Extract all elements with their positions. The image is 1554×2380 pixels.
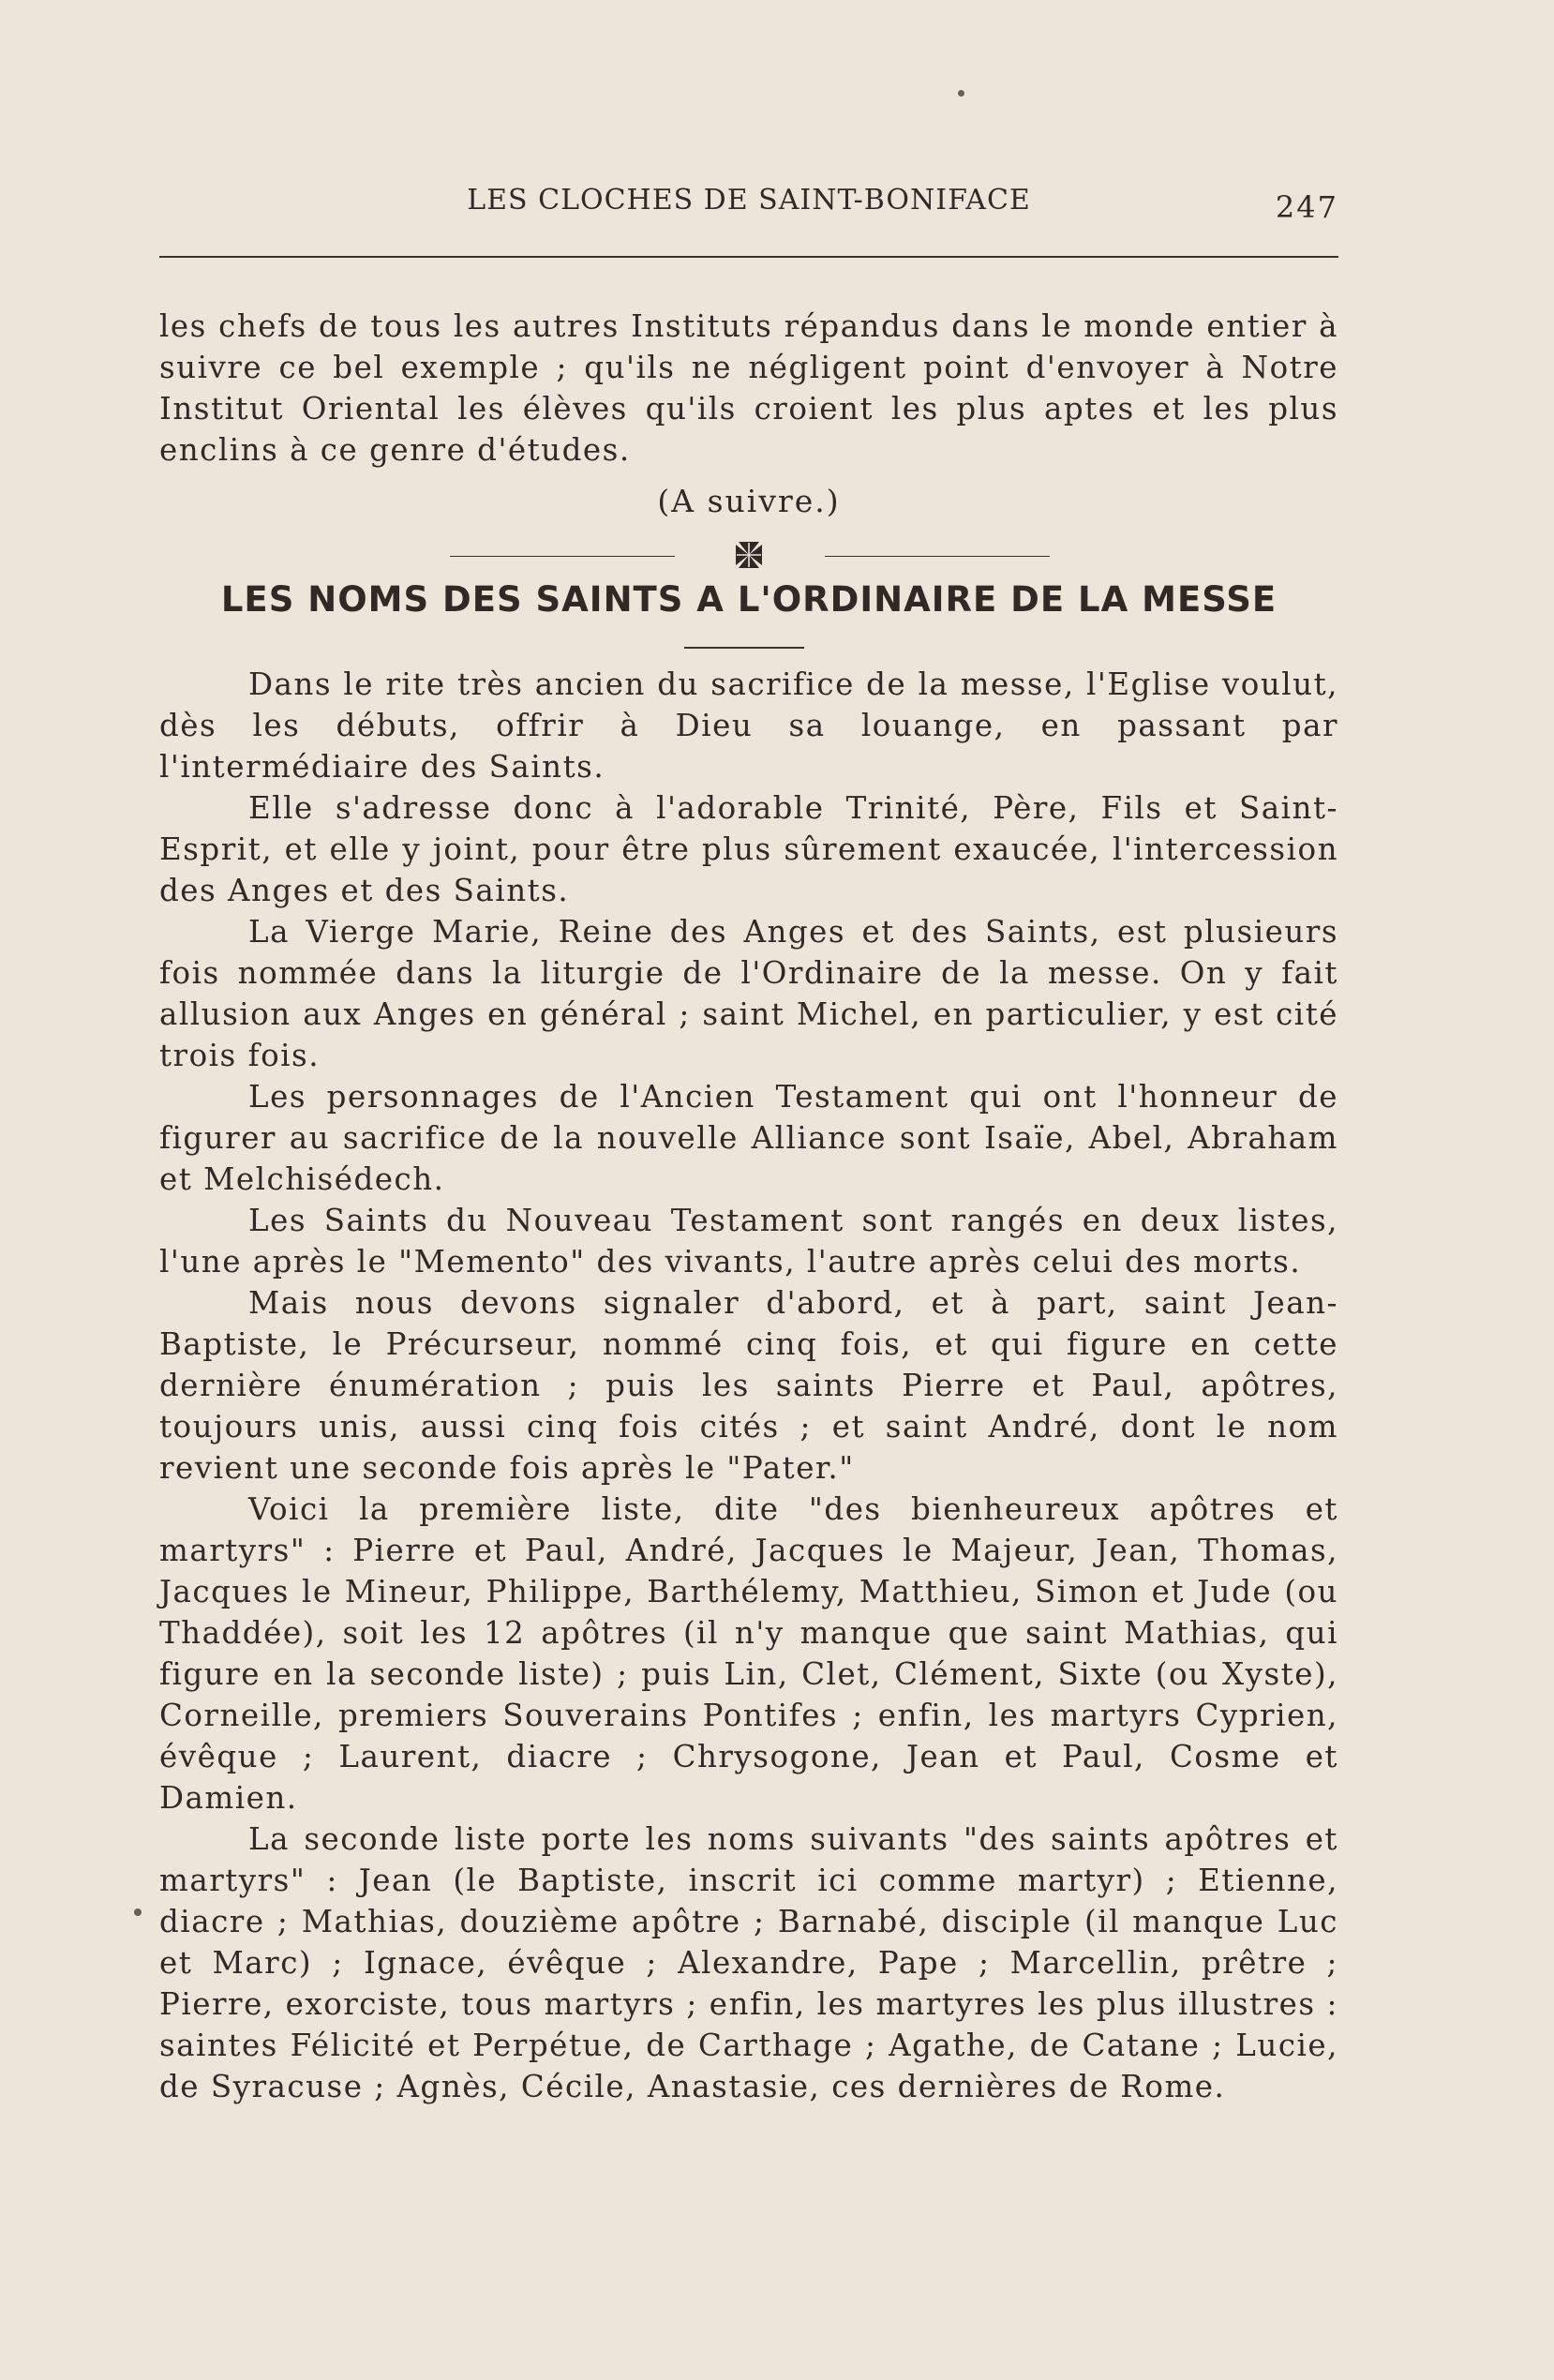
article-paragraph: Les Saints du Nouveau Testament sont rangés en deux listes, l'une après le "Memento" des vivants, l'autre après celui des morts. xyxy=(159,1203,1338,1280)
article-paragraph: Dans le rite très ancien du sacrifice de la messe, l'Eglise voulut, dès les débuts, offrir à Dieu sa louange, en passant par l'intermédiaire des Saints. xyxy=(159,666,1338,785)
to-be-continued-note: (A suivre.) xyxy=(657,483,841,519)
heading-underline xyxy=(684,647,804,649)
article-heading: LES NOMS DES SAINTS A L'ORDINAIRE DE LA MESSE xyxy=(220,579,1278,620)
article-paragraph: Voici la première liste, dite "des bienheureux apôtres et martyrs" : Pierre et Paul, André, Jacques le Majeur, Jean, Thomas, Jacques le Mineur, Philippe, Barthélemy, Matthieu, Simon et Jude (ou Thaddée), soit les 12 apôtres (il n'y manque que saint Mathias, qui figure en la seconde liste) ; puis Lin, Clet, Clément, Sixte (ou Xyste), Corneille, premiers Souverains Pontifes ; enfin, les martyrs Cyprien, évêque ; Laurent, diacre ; Chrysogone, Jean et Paul, Cosme et Damien. xyxy=(159,1491,1338,1816)
continued-paragraph: les chefs de tous les autres Instituts répandus dans le monde entier à suivre ce bel exemple ; qu'ils ne négligent point d'envoyer à Notre Institut Oriental les élèves qu'ils croient les plus aptes et les plus enclins à ce genre d'études. xyxy=(159,308,1338,468)
page-number: 247 xyxy=(1275,189,1338,225)
continued-text xyxy=(159,306,1338,471)
article-paragraph: Elle s'adresse donc à l'adorable Trinité, Père, Fils et Saint-Esprit, et elle y joint, pour être plus sûrement exaucée, l'intercession des Anges et des Saints. xyxy=(159,790,1338,908)
cross-pattee-icon xyxy=(733,539,765,571)
article-paragraph: Les personnages de l'Ancien Testament qui ont l'honneur de figurer au sacrifice de la nouvelle Alliance sont Isaïe, Abel, Abraham et Melchisédech. xyxy=(159,1079,1338,1197)
running-head xyxy=(159,184,1338,225)
paper-speck xyxy=(958,90,964,97)
article-paragraph: Mais nous devons signaler d'abord, et à part, saint Jean-Baptiste, le Précurseur, nommé cinq fois, et qui figure en cette dernière énumération ; puis les saints Pierre et Paul, apôtres, toujours unis, aussi cinq fois cités ; et saint André, dont le nom revient une seconde fois après le "Pater." xyxy=(159,1285,1338,1486)
running-title: LES CLOCHES DE SAINT-BONIFACE xyxy=(467,184,1031,217)
divider-line-right xyxy=(825,556,1050,557)
section-divider xyxy=(450,536,1050,574)
header-rule xyxy=(159,256,1338,258)
paper-speck xyxy=(134,1908,142,1916)
divider-line-left xyxy=(450,556,675,557)
article-paragraph: La Vierge Marie, Reine des Anges et des Saints, est plusieurs fois nommée dans la liturgie de l'Ordinaire de la messe. On y fait allusion aux Anges en général ; saint Michel, en particulier, y est cité trois fois. xyxy=(159,914,1338,1073)
article-paragraph: La seconde liste porte les noms suivants "des saints apôtres et martyrs" : Jean (le Baptiste, inscrit ici comme martyr) ; Etienne, diacre ; Mathias, douzième apôtre ; Barnabé, disciple (il manque Luc et Marc) ; Ignace, évêque ; Alexandre, Pape ; Marcellin, prêtre ; Pierre, exorciste, tous martyrs ; enfin, les martyres les plus illustres : saintes Félicité et Perpétue, de Carthage ; Agathe, de Catane ; Lucie, de Syracuse ; Agnès, Cécile, Anastasie, ces dernières de Rome. xyxy=(159,1821,1338,2104)
article-body xyxy=(159,664,1338,2107)
